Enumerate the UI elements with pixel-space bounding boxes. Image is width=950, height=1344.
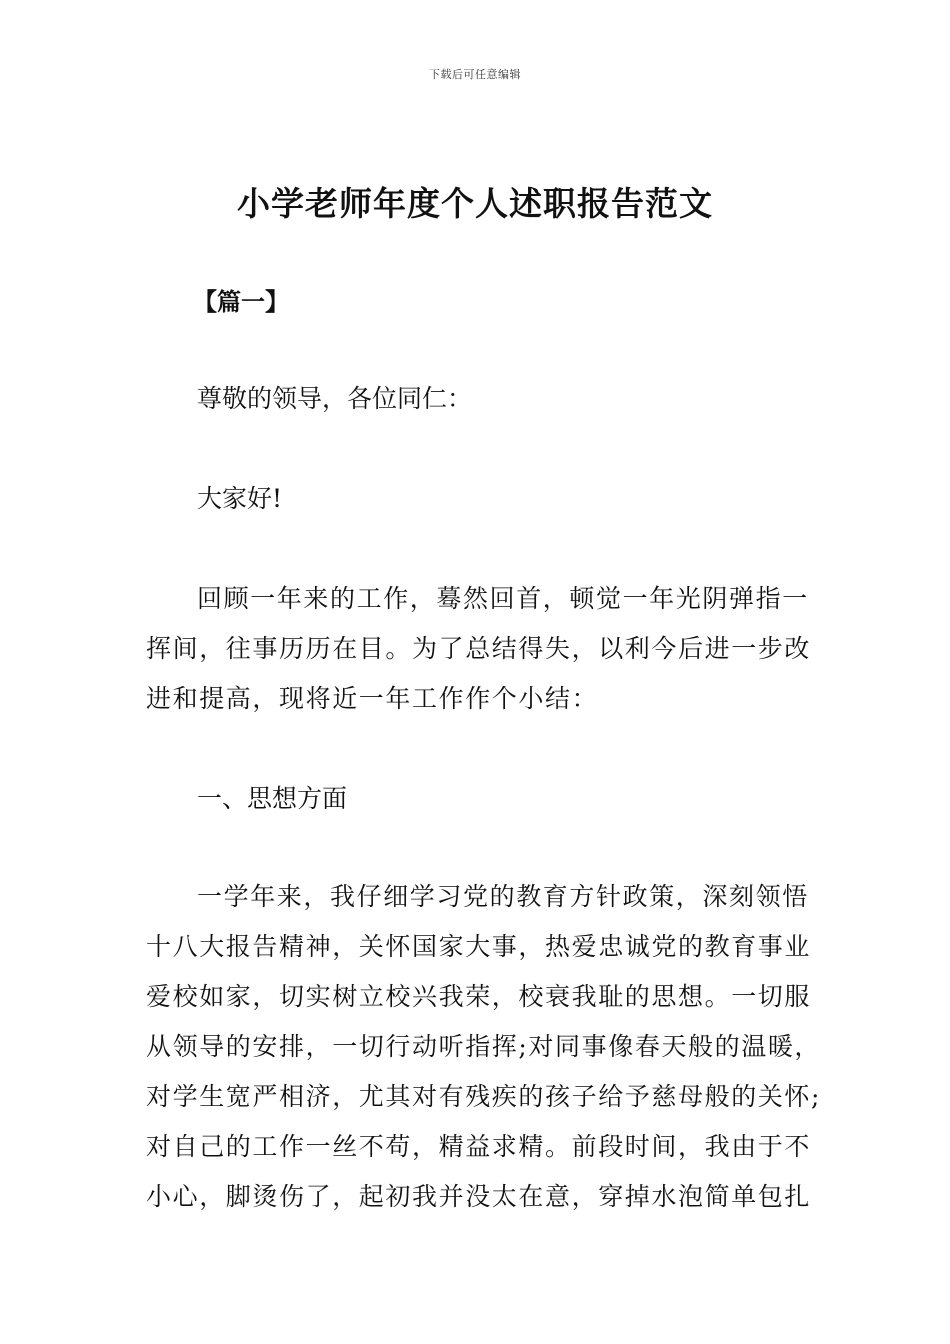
paragraph2-line: 对自己的工作一丝不苟，精益求精。前段时间，我由于不 xyxy=(146,1132,812,1161)
paragraph2-line: 爱校如家，切实树立校兴我荣，校衰我耻的思想。一切服 xyxy=(146,982,812,1011)
paragraph1-line: 回顾一年来的工作，蓦然回首，顿觉一年光阴弹指一 xyxy=(197,584,809,613)
paragraph1-line: 进和提高，现将近一年工作作个小结： xyxy=(146,684,599,713)
document-title: 小学老师年度个人述职报告范文 xyxy=(237,184,713,223)
section-heading: 一、思想方面 xyxy=(197,784,348,813)
section-tag: 【篇一】 xyxy=(193,288,289,316)
paragraph2-line: 小心，脚烫伤了，起初我并没太在意，穿掉水泡简单包扎 xyxy=(146,1182,812,1211)
paragraph2-line: 一学年来，我仔细学习党的教育方针政策，深刻领悟 xyxy=(197,882,809,911)
header-note: 下载后可任意编辑 xyxy=(429,68,521,81)
paragraph2-line: 十八大报告精神，关怀国家大事，热爱忠诚党的教育事业 xyxy=(146,932,812,961)
paragraph1-line: 挥间，往事历历在目。为了总结得失，以利今后进一步改 xyxy=(146,634,812,663)
salutation-line: 尊敬的领导，各位同仁： xyxy=(197,384,473,413)
paragraph2-line: 从领导的安排，一切行动听指挥;对同事像春天般的温暖， xyxy=(146,1032,822,1061)
greeting-line: 大家好! xyxy=(197,484,283,513)
paragraph2-line: 对学生宽严相济，尤其对有残疾的孩子给予慈母般的关怀; xyxy=(146,1082,822,1111)
